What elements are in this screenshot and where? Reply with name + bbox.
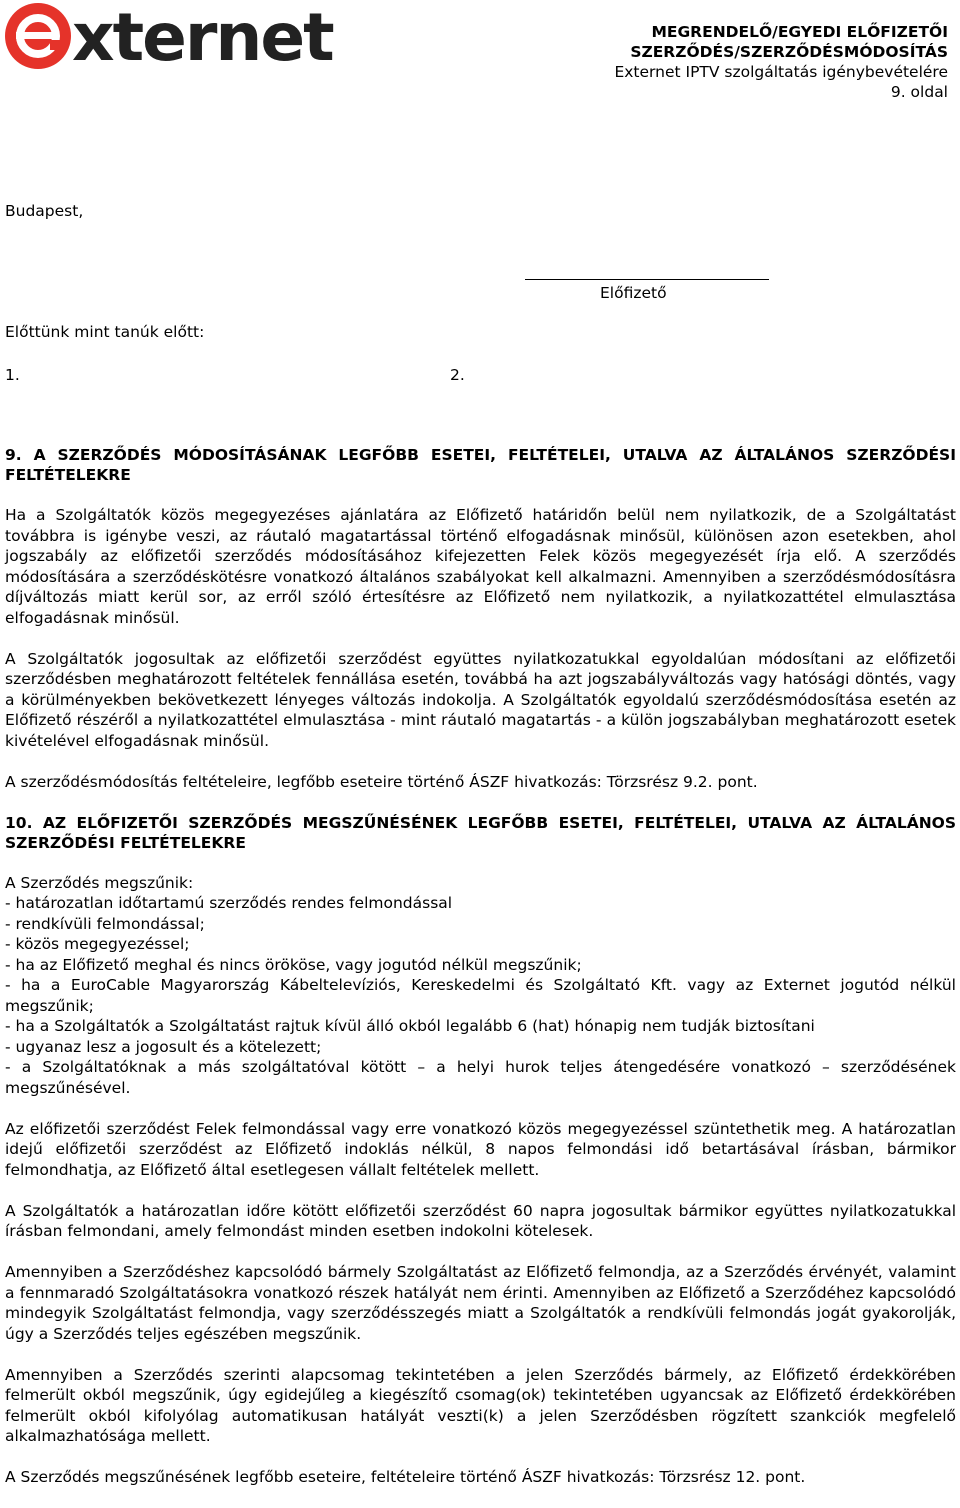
termination-intro: A Szerződés megszűnik: (5, 873, 194, 892)
header-title-line1: MEGRENDELŐ/EGYEDI ELŐFIZETŐI (651, 23, 948, 41)
witness-2-label: 2. (450, 366, 465, 384)
document-body (5, 445, 956, 1508)
svg-text:xternet: xternet (72, 0, 333, 72)
place-label: Budapest, (5, 202, 84, 220)
signature-label: Előfizető (600, 284, 667, 302)
list-item: - ugyanaz lesz a jogosult és a kötelezett; (5, 1037, 322, 1056)
externet-logo (4, 0, 360, 72)
list-item: - a Szolgáltatóknak a más szolgáltatóval kötött – a helyi hurok teljes átengedésére vonatkozó – szerződésének megszűnésével. (5, 1058, 956, 1097)
list-item: - ha a Szolgáltatók a Szolgáltatást rajtuk kívül álló okból legalább 6 (hat) hónapig nem tudják biztosítani (5, 1017, 815, 1035)
header-subtitle: Externet IPTV szolgáltatás igénybevételére (614, 63, 948, 81)
page-number: 9. oldal (890, 83, 948, 101)
section-9-paragraph-3: A szerződésmódosítás feltételeire, legfőbb eseteire történő ÁSZF hivatkozás: Törzsrész 9.2. pont. (5, 772, 758, 791)
section-10-paragraph-2: A Szolgáltatók a határozatlan időre kötött előfizetői szerződést 60 napra jogosultak bármikor együttes nyilatkozatukkal írásban felmondani, amely felmondást minden esetben indokolni kötelesek. (5, 1201, 956, 1240)
list-item: - ha az Előfizető meghal és nincs örököse, vagy jogutód nélkül megszűnik; (5, 955, 582, 974)
list-item: - közös megegyezéssel; (5, 935, 190, 953)
signature-line (525, 279, 769, 280)
list-item: - rendkívüli felmondással; (5, 914, 205, 933)
section-9-paragraph-2: A Szolgáltatók jogosultak az előfizetői szerződést együttes nyilatkozatukkal egyoldalúan módosítani az előfizetői szerződésben meghatározott feltételek fennállása esetén, továbbá ha azt jogszabályváltozás vagy hatósági döntés, vagy a körülményekben bekövetkezett lényeges változás indokolja. A Szolgáltatók egyoldalú szerződésmódosítása esetén az Előfizető részéről a nyilatkozattétel elmulasztása - mint ráutaló magatartás - a külön jogszabályban meghatározott esetek kivételével elfogadásnak minősül. (5, 649, 956, 750)
list-item: - határozatlan időtartamú szerződés rendes felmondással (5, 894, 453, 912)
list-item: - ha a EuroCable Magyarország Kábeltelevíziós, Kereskedelmi és Szolgáltató Kft. vagy az Externet jogutód nélkül megszűnik; (5, 976, 956, 1015)
section-10-paragraph-1: Az előfizetői szerződést Felek felmondással vagy erre vonatkozó közös megegyezéssel szüntethetik meg. A határozatlan idejű előfizetői szerződést az Előfizető indoklás nélkül, 8 napos felmondási idő betartásával írásban, bármikor felmondhatja, az Előfizető által esetlegesen vállalt feltételek mellett. (5, 1119, 956, 1179)
section-10-heading: 10. AZ ELŐFIZETŐI SZERZŐDÉS MEGSZŰNÉSÉNEK LEGFŐBB ESETEI, FELTÉTELEI, UTALVA AZ ÁLTALÁNOS SZERZŐDÉSI FELTÉTELEKRE (5, 813, 956, 852)
document-header (614, 22, 948, 102)
witness-1-label: 1. (5, 366, 20, 384)
witnesses-label: Előttünk mint tanúk előtt: (5, 323, 205, 341)
section-10-paragraph-3: Amennyiben a Szerződéshez kapcsolódó bármely Szolgáltatást az Előfizető felmondja, az a Szerződés érvényét, valamint a fennmaradó Szolgáltatásokra vonatkozó részek hatályát nem érinti. Amennyiben az Előfizető a Szerződéhez kapcsolódó mindegyik Szolgáltatást felmondja, vagy szerződésszegés miatt a Szolgáltatók a rendkívüli felmondás jogát gyakorolják, úgy a Szerződés teljes egészében megszűnik. (5, 1263, 956, 1343)
section-9-heading: 9. A SZERZŐDÉS MÓDOSÍTÁSÁNAK LEGFŐBB ESETEI, FELTÉTELEI, UTALVA AZ ÁLTALÁNOS SZERZŐDÉSI FELTÉTELEKRE (5, 446, 956, 484)
section-10-paragraph-4: Amennyiben a Szerződés szerinti alapcsomag tekintetében a jelen Szerződés bármely, az Előfizető érdekkörében felmerült okból megszűnik, úgy egidejűleg a kiegészítő csomag(ok) tekintetében ugyancsak az Előfizető érdekkörében felmerült okból kifolyólag automatikusan hatályát veszti(k) a jelen Szerződésben rögzített szankciók megfelelő alkalmazhatósága mellett. (5, 1365, 956, 1445)
section-9-paragraph-1: Ha a Szolgáltatók közös megegyezéses ajánlatára az Előfizető határidőn belül nem nyilatkozik, de a Szolgáltatást továbbra is igénybe veszi, az ráutaló magatartással történő elfogadásnak minősül, különösen azon esetekben, ahol jogszabály az előfizetői szerződés módosításához kifejezetten Felek közös megegyezését írja elő. A szerződés módosítására a szerződéskötésre vonatkozó általános szabályokat kell alkalmazni. Amennyiben a szerződésmódosításra díjváltozás miatt kerül sor, az erről szóló értesítésre az Előfizető nem nyilatkozik, a nyilatkozattétel elmulasztása elfogadásnak minősül. (5, 506, 956, 627)
section-10-paragraph-5: A Szerződés megszűnésének legfőbb eseteire, feltételeire történő ÁSZF hivatkozás: Törzsrész 12. pont. (5, 1468, 806, 1486)
header-title-line2: SZERZŐDÉS/SZERZŐDÉSMÓDOSÍTÁS (630, 43, 948, 61)
termination-list (5, 893, 956, 1098)
